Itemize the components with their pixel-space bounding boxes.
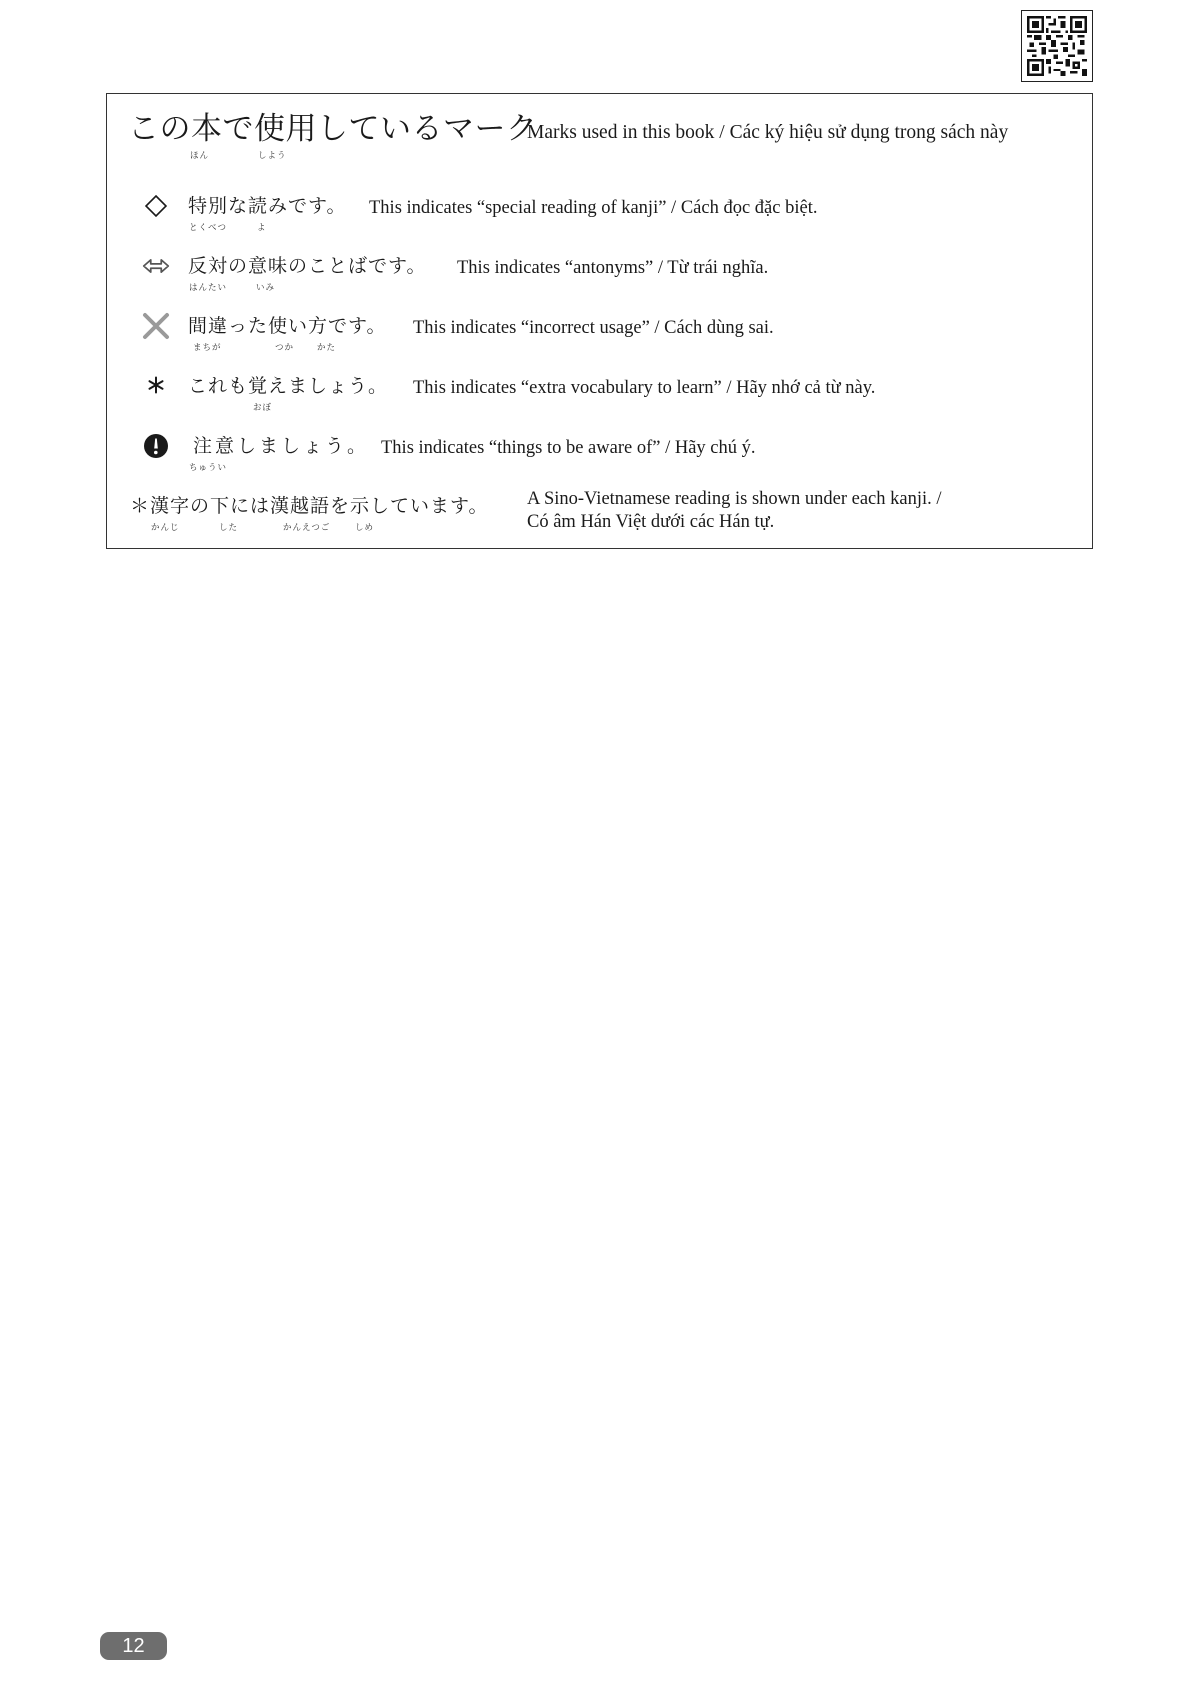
mark-ruby: はんたい [189, 283, 228, 293]
white-diamond-icon [142, 192, 170, 220]
marks-legend-box [106, 93, 1093, 549]
note-jp: 漢字の下には漢越語を示しています。 [150, 495, 489, 517]
note-translation-en: A Sino-Vietnamese reading is shown under each kanji. / [527, 489, 942, 509]
mark-ruby: いみ [256, 283, 276, 293]
mark-ruby: よ [257, 223, 267, 233]
mark-ruby: おぼ [253, 403, 273, 413]
mark-description-en: This indicates “things to be aware of” / Hãy chú ý. [381, 438, 756, 458]
title-ruby: ほん [190, 151, 210, 161]
asterisk-icon [142, 371, 170, 399]
title-ruby: しよう [258, 151, 287, 161]
mark-description-en: This indicates “extra vocabulary to learn” / Hãy nhớ cả từ này. [413, 378, 876, 398]
mark-ruby: とくべつ [189, 223, 228, 233]
note-asterisk: ＊ [130, 495, 150, 517]
mark-ruby: かた [317, 343, 337, 353]
mark-ruby: まちが [193, 343, 222, 353]
note-ruby: しめ [355, 523, 375, 533]
section-title: この本で使用しているマーク [128, 111, 538, 147]
mark-ruby: ちゅうい [189, 463, 228, 473]
mark-description-en: This indicates “special reading of kanji” / Cách đọc đặc biệt. [369, 198, 818, 218]
mark-description-jp: 反対の意味のことばです。 [188, 255, 427, 277]
note-ruby: かんえつご [283, 523, 331, 533]
mark-description-jp: 間違った使い方です。 [188, 315, 387, 337]
page-number-badge: 12 [100, 1632, 167, 1660]
cross-mark-icon [142, 312, 170, 340]
mark-ruby: つか [275, 343, 295, 353]
exclamation-circle-icon [142, 432, 170, 460]
note-ruby: した [219, 523, 239, 533]
mark-description-jp: 注意しましょう。 [193, 435, 370, 457]
qr-code [1021, 10, 1093, 82]
section-title-translation: Marks used in this book / Các ký hiệu sử dụng trong sách này [527, 122, 1009, 143]
qr-code-icon [1027, 16, 1087, 76]
note-ruby: かんじ [151, 523, 180, 533]
mark-description-en: This indicates “antonyms” / Từ trái nghĩa. [457, 258, 769, 278]
mark-description-jp: 特別な読みです。 [188, 195, 347, 217]
note-translation-vi: Có âm Hán Việt dưới các Hán tự. [527, 512, 775, 532]
mark-description-en: This indicates “incorrect usage” / Cách dùng sai. [413, 318, 774, 338]
mark-description-jp: これも覚えましょう。 [188, 375, 389, 397]
double-arrow-icon [142, 252, 170, 280]
